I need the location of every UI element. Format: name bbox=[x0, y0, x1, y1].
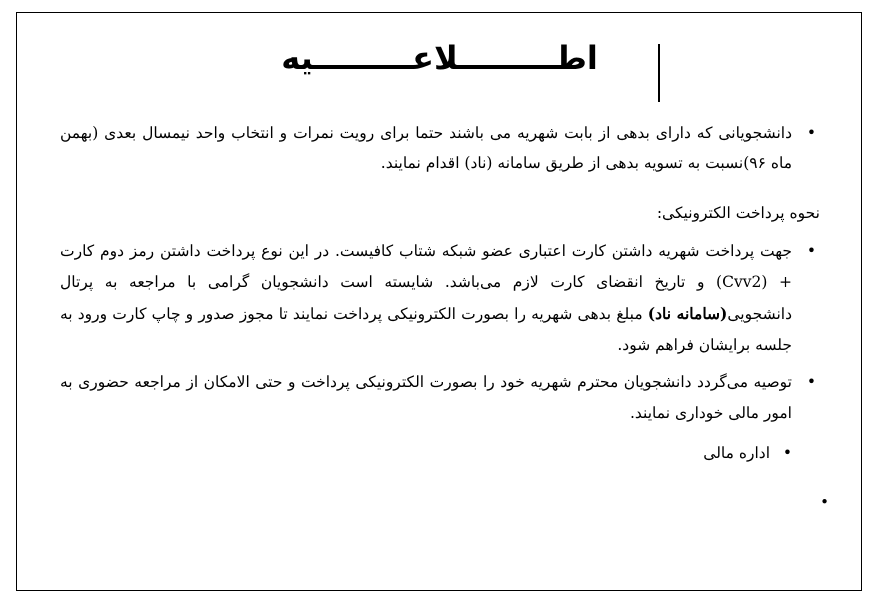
bullet-icon: • bbox=[806, 124, 816, 142]
list-item-payment-method bbox=[60, 236, 820, 361]
paragraph-debt-notice: دانشجویانی که دارای بدهی از بابت شهریه می باشند حتما برای رویت نمرات و انتخاب واحد نیمسال بعدی (بهمن ماه ۹۶)نسبت به تسویه بدهی از طریق سامانه (ناد) اقدام نمایند. bbox=[60, 124, 792, 172]
paragraph-payment-a: جهت پرداخت شهریه داشتن کارت اعتباری عضو شبکه شتاب کافیست. در این نوع پرداخت داشتن رمز دوم کارت + (Cvv2) و تاریخ انقضای کارت لازم می‌باشد. شایسته است دانشجویان گرامی با مراجعه به پرتال دانشجویی bbox=[60, 242, 792, 323]
paragraph-payment-b: مبلغ بدهی شهریه را بصورت الکترونیکی پرداخت نمایند تا مجوز صدور و چاپ کارت ورود به جلسه برایشان فراهم شود. bbox=[60, 305, 792, 354]
bullet-icon: • bbox=[806, 373, 816, 391]
portal-name: (سامانه ناد) bbox=[647, 304, 728, 323]
bullet-icon: • bbox=[806, 242, 816, 260]
bullet-icon: • bbox=[782, 444, 792, 462]
empty-bullet-icon: • bbox=[820, 493, 829, 511]
signature bbox=[610, 439, 792, 467]
list-item-recommendation bbox=[60, 367, 820, 429]
text-cursor bbox=[658, 44, 660, 102]
payment-heading: نحوه پرداخت الکترونیکی: bbox=[656, 204, 820, 222]
bullet-list-2 bbox=[60, 236, 820, 429]
bullet-list-1 bbox=[60, 118, 820, 178]
list-item-debt-notice bbox=[60, 118, 820, 178]
paragraph-recommendation: توصیه می‌گردد دانشجویان محترم شهریه خود را بصورت الکترونیکی پرداخت و حتی الامکان از مراجعه حضوری به امور مالی خوداری نمایند. bbox=[60, 373, 792, 422]
signature-text: اداره مالی bbox=[703, 444, 770, 462]
page-title: اطـــــــــلاعـــــــــیه bbox=[281, 39, 598, 77]
notice-body bbox=[60, 118, 820, 467]
